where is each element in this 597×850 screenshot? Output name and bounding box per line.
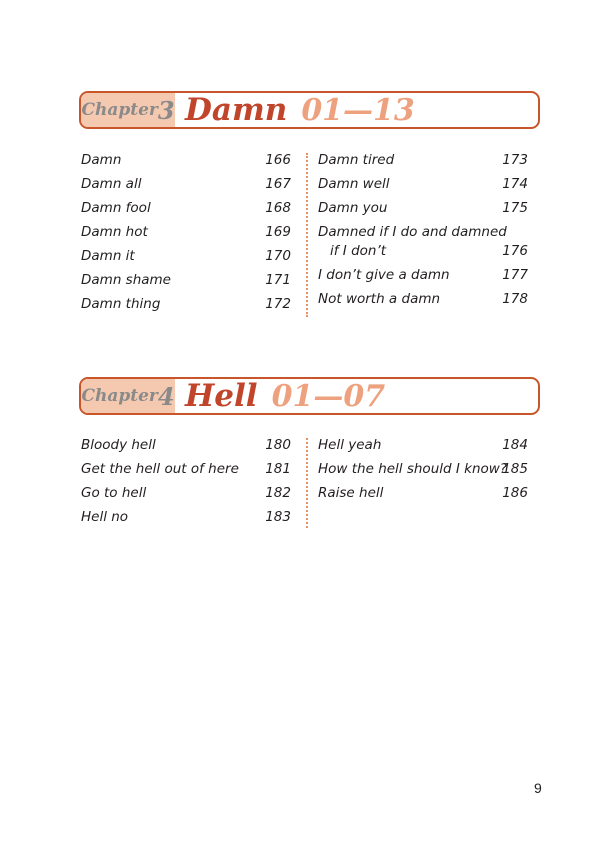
column-divider <box>306 438 308 528</box>
toc-entry-title: Damn all <box>81 176 142 192</box>
toc-entry-page: 185 <box>502 461 528 477</box>
toc-entry-page: 167 <box>265 176 291 192</box>
toc-entry-page: 186 <box>502 485 528 501</box>
toc-entry-title: Not worth a damn <box>318 291 441 307</box>
chapter-3-label: Chapter <box>81 100 158 120</box>
toc-entry-page: 169 <box>265 224 291 240</box>
toc-entry-title: How the hell should I know? <box>318 461 507 477</box>
toc-entry-title: Raise hell <box>318 485 384 501</box>
toc-entry-title: Hell no <box>81 509 129 525</box>
toc-entry-page: 177 <box>502 267 528 283</box>
chapter-4-right-column <box>318 436 528 531</box>
toc-entry-title: Damn hot <box>81 224 148 240</box>
chapter-4-number: 4 <box>157 381 175 411</box>
toc-entry-title: I don’t give a damn <box>318 267 450 283</box>
chapter-4-title-name: Hell <box>185 378 258 414</box>
toc-entry-page: 184 <box>502 437 528 453</box>
toc-entry-page: 171 <box>265 272 291 288</box>
toc-entry-page: 180 <box>265 437 291 453</box>
chapter-3-title-name: Damn <box>185 92 288 128</box>
toc-entry-title: Damn it <box>81 248 135 264</box>
chapter-4-header <box>79 377 540 415</box>
toc-entry-title: Damn shame <box>81 272 171 288</box>
chapter-3-title-range: 01—13 <box>301 92 415 128</box>
toc-entry-page: 174 <box>502 176 528 192</box>
toc-entry-title: Hell yeah <box>318 437 382 453</box>
chapter-3-tab <box>81 93 175 127</box>
chapter-4-title-range: 01—07 <box>271 378 386 414</box>
chapter-3-left-column <box>81 151 291 321</box>
column-divider <box>306 153 308 317</box>
toc-entry-title: Damn thing <box>81 296 161 312</box>
toc-entry-page: 172 <box>265 296 291 312</box>
chapter-3-number: 3 <box>157 95 175 125</box>
chapter-3-header <box>79 91 540 129</box>
chapter-4-title <box>185 379 385 413</box>
chapter-4-tab <box>81 379 175 413</box>
toc-entry-title: Get the hell out of here <box>81 461 239 477</box>
toc-entry-page: 170 <box>265 248 291 264</box>
toc-entry-page: 175 <box>502 200 528 216</box>
toc-entry-title: Damn well <box>318 176 390 192</box>
toc-entry-page: 168 <box>265 200 291 216</box>
toc-entry-title: Go to hell <box>81 485 147 501</box>
chapter-3-right-column <box>318 151 528 321</box>
toc-entry-title-continued: if I don’t <box>330 243 387 259</box>
toc-entry-page: 181 <box>265 461 291 477</box>
toc-entry-page: 176 <box>502 243 528 259</box>
toc-entry-title: Damn fool <box>81 200 151 216</box>
chapter-4-left-column <box>81 436 291 531</box>
toc-entry-page: 166 <box>265 152 291 168</box>
toc-entry-page: 183 <box>265 509 291 525</box>
toc-entry-page: 173 <box>502 152 528 168</box>
toc-entry-title: Damn tired <box>318 152 395 168</box>
toc-entry-page: 178 <box>502 291 528 307</box>
toc-entry-title: Bloody hell <box>81 437 156 453</box>
toc-entry-title: Damn <box>81 152 122 168</box>
chapter-4-label: Chapter <box>81 386 158 406</box>
toc-entry-title: Damned if I do and damned <box>318 224 507 240</box>
page-number: 9 <box>534 780 542 796</box>
toc-entry-page: 182 <box>265 485 291 501</box>
toc-entry-title: Damn you <box>318 200 388 216</box>
chapter-3-title <box>185 93 415 127</box>
